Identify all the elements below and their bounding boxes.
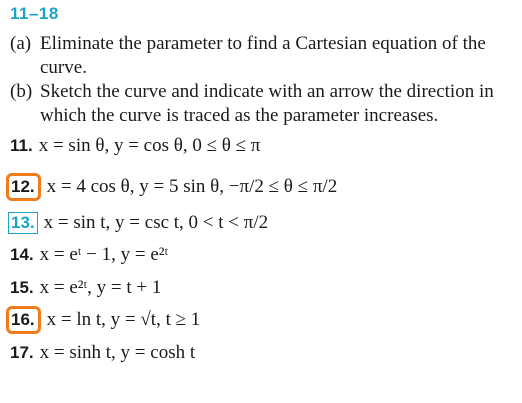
- problem-number: 14.: [10, 245, 34, 264]
- problem-number-circled: 12.: [6, 173, 41, 201]
- instruction-b-text: Sketch the curve and indicate with an arrow the direction in which the curve is traced as the parameter increases.: [40, 81, 494, 126]
- problem-number-link[interactable]: 13.: [8, 212, 38, 234]
- problem-number-circled: 16.: [6, 306, 41, 334]
- problem-equation: x = sinh t, y = cosh t: [39, 342, 196, 363]
- instruction-a: [10, 32, 515, 80]
- problem-16: [10, 305, 200, 335]
- problem-equation: x = sin θ, y = cos θ, 0 ≤ θ ≤ π: [38, 135, 261, 156]
- instruction-a-label: (a): [10, 33, 32, 54]
- problem-equation: x = e²ᵗ, y = t + 1: [39, 277, 162, 298]
- problem-equation: x = 4 cos θ, y = 5 sin θ, −π/2 ≤ θ ≤ π/2: [46, 176, 338, 197]
- problem-12: [10, 172, 337, 202]
- problem-equation: x = eᵗ − 1, y = e²ᵗ: [39, 244, 169, 265]
- instruction-b: [10, 80, 515, 128]
- problem-equation: x = sin t, y = csc t, 0 < t < π/2: [43, 212, 269, 233]
- problem-15: [10, 273, 161, 303]
- problem-13: [10, 208, 268, 238]
- problem-number: 17.: [10, 343, 34, 362]
- section-header: 11–18: [10, 4, 59, 23]
- instruction-b-label: (b): [10, 81, 33, 102]
- problem-equation: x = ln t, y = √t, t ≥ 1: [46, 309, 201, 330]
- problem-11: [10, 131, 260, 161]
- problem-17: [10, 338, 195, 368]
- problem-14: [10, 240, 168, 270]
- problem-number: 15.: [10, 278, 34, 297]
- problem-number: 11.: [10, 136, 33, 155]
- instruction-a-text: Eliminate the parameter to find a Cartesian equation of the curve.: [40, 33, 486, 78]
